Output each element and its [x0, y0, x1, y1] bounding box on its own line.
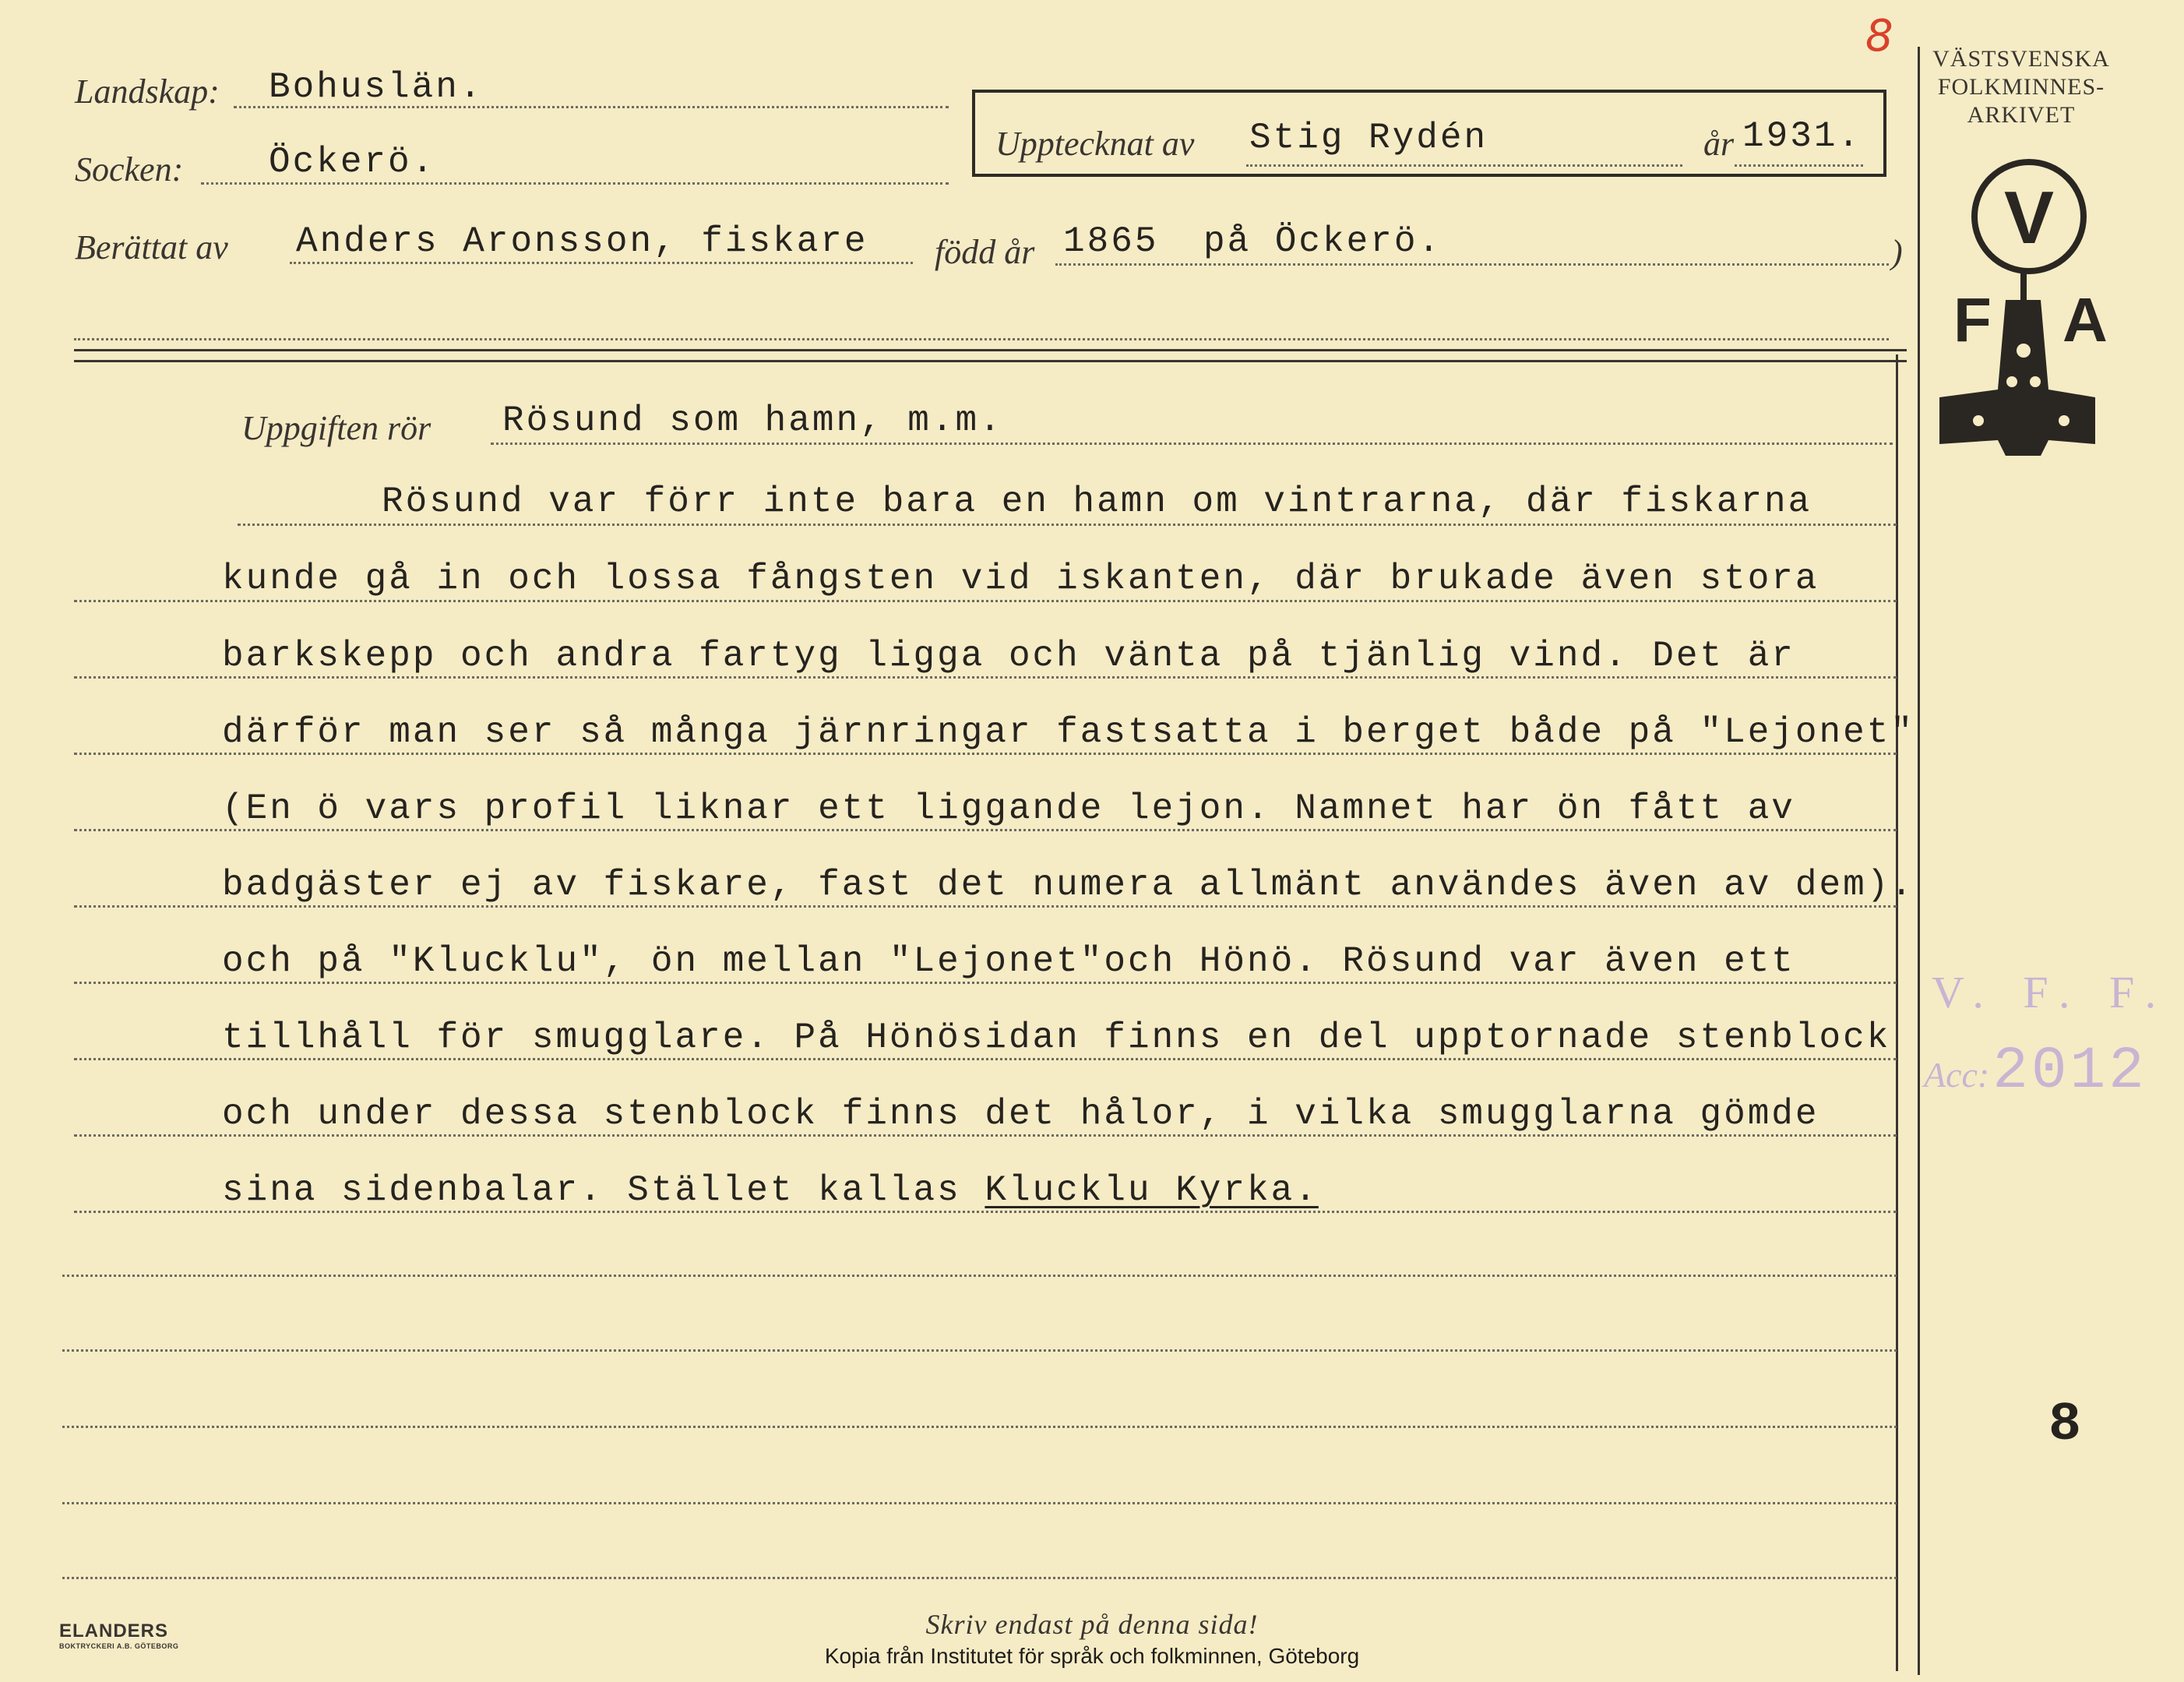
hammer-dot [1973, 415, 1984, 426]
body-underlined-phrase: Klucklu Kyrka. [985, 1170, 1319, 1211]
body-dotline [238, 524, 1897, 526]
printer-sub: BOKTRYCKERI A.B. GÖTEBORG [59, 1642, 179, 1650]
archive-name-line: FOLKMINNES- [1937, 74, 2105, 100]
stamp-acc-number: 2012 [1992, 1038, 2147, 1105]
archive-name-line: VÄSTSVENSKA [1932, 46, 2110, 72]
body-dotline [74, 1134, 1897, 1137]
archive-page-number: 8 [2048, 1395, 2082, 1456]
recorded-label: Upptecknat av [995, 125, 1195, 163]
body-line: därför man ser så många järnringar fastsatta i berget både på "Lejonet" [222, 712, 1915, 753]
topic-value: Rösund som hamn, m.m. [502, 400, 1003, 441]
socken-dotline [201, 182, 949, 185]
body-line [222, 1170, 1319, 1211]
body-line: kunde gå in och lossa fångsten vid iskanten, där brukade även stora [222, 559, 1819, 599]
stamp-acc [1924, 1038, 2147, 1105]
topic-dotline [491, 443, 1893, 445]
separator-rule-top [74, 349, 1907, 351]
footer-copy-note: Kopia från Institutet för språk och folkminnen, Göteborg [824, 1644, 1360, 1668]
body-line: och på "Klucklu", ön mellan "Lejonet"och Hönö. Rösund var även ett [222, 941, 1795, 982]
body-dotline [74, 982, 1897, 984]
recorded-by-box [972, 90, 1886, 177]
body-line: (En ö vars profil liknar ett liggande lejon. Namnet har ön fått av [222, 788, 1795, 829]
logo-letter-f: F [1953, 285, 1992, 354]
recorded-dotline [1246, 164, 1682, 167]
born-label: född år [935, 233, 1035, 271]
born-place: på Öckerö. [1203, 221, 1442, 262]
body-dotline [74, 753, 1897, 755]
body-dotline [74, 600, 1897, 602]
body-dotline [74, 676, 1897, 679]
body-dotline [74, 1058, 1897, 1060]
hammer-dot [2059, 415, 2070, 426]
vfa-hammer-logo [1932, 156, 2119, 467]
year-value: 1931. [1742, 116, 1862, 157]
stamp-acc-label: Acc: [1924, 1055, 1990, 1095]
year-dotline [1735, 164, 1863, 167]
archive-column-rule [1918, 47, 1920, 1675]
hammer-dot [2030, 376, 2041, 387]
narrated-value: Anders Aronsson, fiskare [296, 221, 868, 262]
narrated-label: Berättat av [75, 228, 228, 266]
socken-value: Öckerö. [269, 142, 436, 182]
blank-dotline [62, 1349, 1897, 1352]
footer-instruction: Skriv endast på denna sida! [925, 1609, 1259, 1640]
socken-label: Socken: [75, 150, 184, 189]
narrated-dotline [290, 262, 913, 264]
stamp-vff: V. F. F. [1932, 967, 2171, 1017]
logo-letter-a: A [2062, 285, 2108, 354]
body-line: och under dessa stenblock finns det hålor, i vilka smugglarna gömde [222, 1094, 1819, 1134]
right-margin-rule [1896, 354, 1898, 1671]
blank-header-dotline [74, 338, 1889, 340]
born-dotline [1055, 263, 1889, 266]
archive-name [1924, 45, 2119, 129]
recorded-value: Stig Rydén [1249, 118, 1488, 158]
topic-label: Uppgiften rör [241, 409, 432, 447]
year-label: år [1703, 125, 1735, 163]
body-dotline [74, 829, 1897, 831]
body-line: badgäster ej av fiskare, fast det numera allmänt användes även av dem). [222, 865, 1915, 905]
archive-name-line: ARKIVET [1967, 102, 2076, 128]
landskap-value: Bohuslän. [269, 67, 484, 108]
body-line: Rösund var förr inte bara en hamn om vintrarna, där fiskarna [382, 481, 1812, 522]
logo-letter-v: V [2003, 176, 2055, 259]
red-page-number: 8 [1865, 11, 1893, 62]
landskap-dotline [234, 106, 949, 108]
body-line-text: sina sidenbalar. Stället kallas [222, 1170, 961, 1211]
blank-dotline [62, 1426, 1897, 1428]
close-paren: ) [1891, 233, 1903, 271]
body-line: barkskepp och andra fartyg ligga och vänta på tjänlig vind. Det är [222, 636, 1795, 676]
blank-dotline [62, 1275, 1897, 1277]
body-dotline [74, 905, 1897, 908]
separator-rule-bottom [74, 360, 1907, 362]
body-dotline [74, 1211, 1897, 1213]
blank-dotline [62, 1577, 1897, 1579]
hammer-dot [2006, 376, 2017, 387]
born-year: 1865 [1063, 221, 1159, 262]
body-line: tillhåll för smugglare. På Hönösidan finns en del upptornade stenblock [222, 1017, 1891, 1058]
hammer-dot [2017, 344, 2031, 358]
landskap-label: Landskap: [75, 72, 220, 111]
blank-dotline [62, 1502, 1897, 1504]
printer-name: ELANDERS [59, 1620, 169, 1641]
